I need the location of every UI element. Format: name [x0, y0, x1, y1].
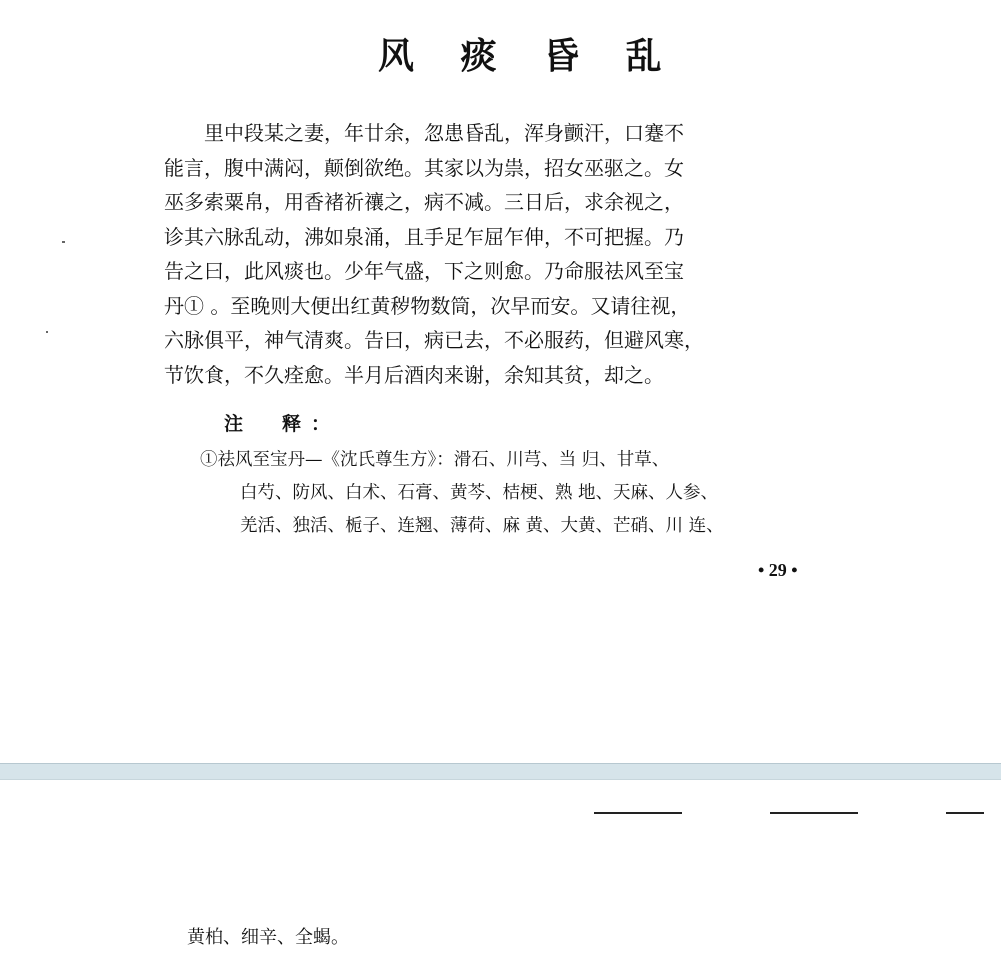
page-number: • 29 • [758, 560, 798, 580]
header-rule [946, 812, 984, 814]
footnote-line: ①祛风至宝丹—《沈氏尊生方》：滑石、川芎、当 归、甘草、 [200, 450, 670, 470]
main-paragraph [164, 116, 894, 392]
body-line: 节饮食，不久痊愈。半月后酒肉来谢，余知其贫，却之。 [164, 362, 664, 387]
notes-heading: 注 释： [224, 413, 341, 435]
footnote-line: 白芍、防风、白术、石膏、黄芩、桔梗、熟 地、天麻、人参、 [240, 483, 719, 503]
scan-speck [62, 241, 65, 243]
page-title: 风 痰 昏 乱 [378, 35, 679, 77]
page-divider [0, 763, 1001, 780]
header-rule [770, 812, 858, 814]
scan-speck [46, 331, 48, 333]
footnote-line: 羌活、独活、栀子、连翘、薄荷、麻 黄、大黄、芒硝、川 连、 [240, 516, 724, 536]
body-line: 告之曰，此风痰也。少年气盛，下之则愈。乃命服祛风至宝 [164, 259, 684, 283]
body-line: 六脉俱平，神气清爽。告曰，病已去，不必服药，但避风寒， [164, 328, 704, 352]
body-line: 巫多索粟帛，用香褚祈禳之，病不减。三日后，求余视之， [164, 190, 684, 214]
body-line: 诊其六脉乱动，沸如泉涌，且手足乍屈乍伸，不可把握。乃 [164, 224, 684, 249]
body-line: 能言，腹中满闷，颠倒欲绝。其家以为祟，招女巫驱之。女 [164, 155, 684, 180]
body-line: 丹① 。至晚则大便出红黄秽物数筒，次早而安。又请往视， [164, 293, 691, 318]
footnote-block [200, 444, 900, 543]
continued-footnote-line: 黄柏、细辛、全蝎。 [187, 927, 349, 948]
header-rule [594, 812, 682, 814]
body-line: 里中段某之妻，年廿余，忽患昏乱，浑身颤汗，口蹇不 [164, 121, 684, 145]
